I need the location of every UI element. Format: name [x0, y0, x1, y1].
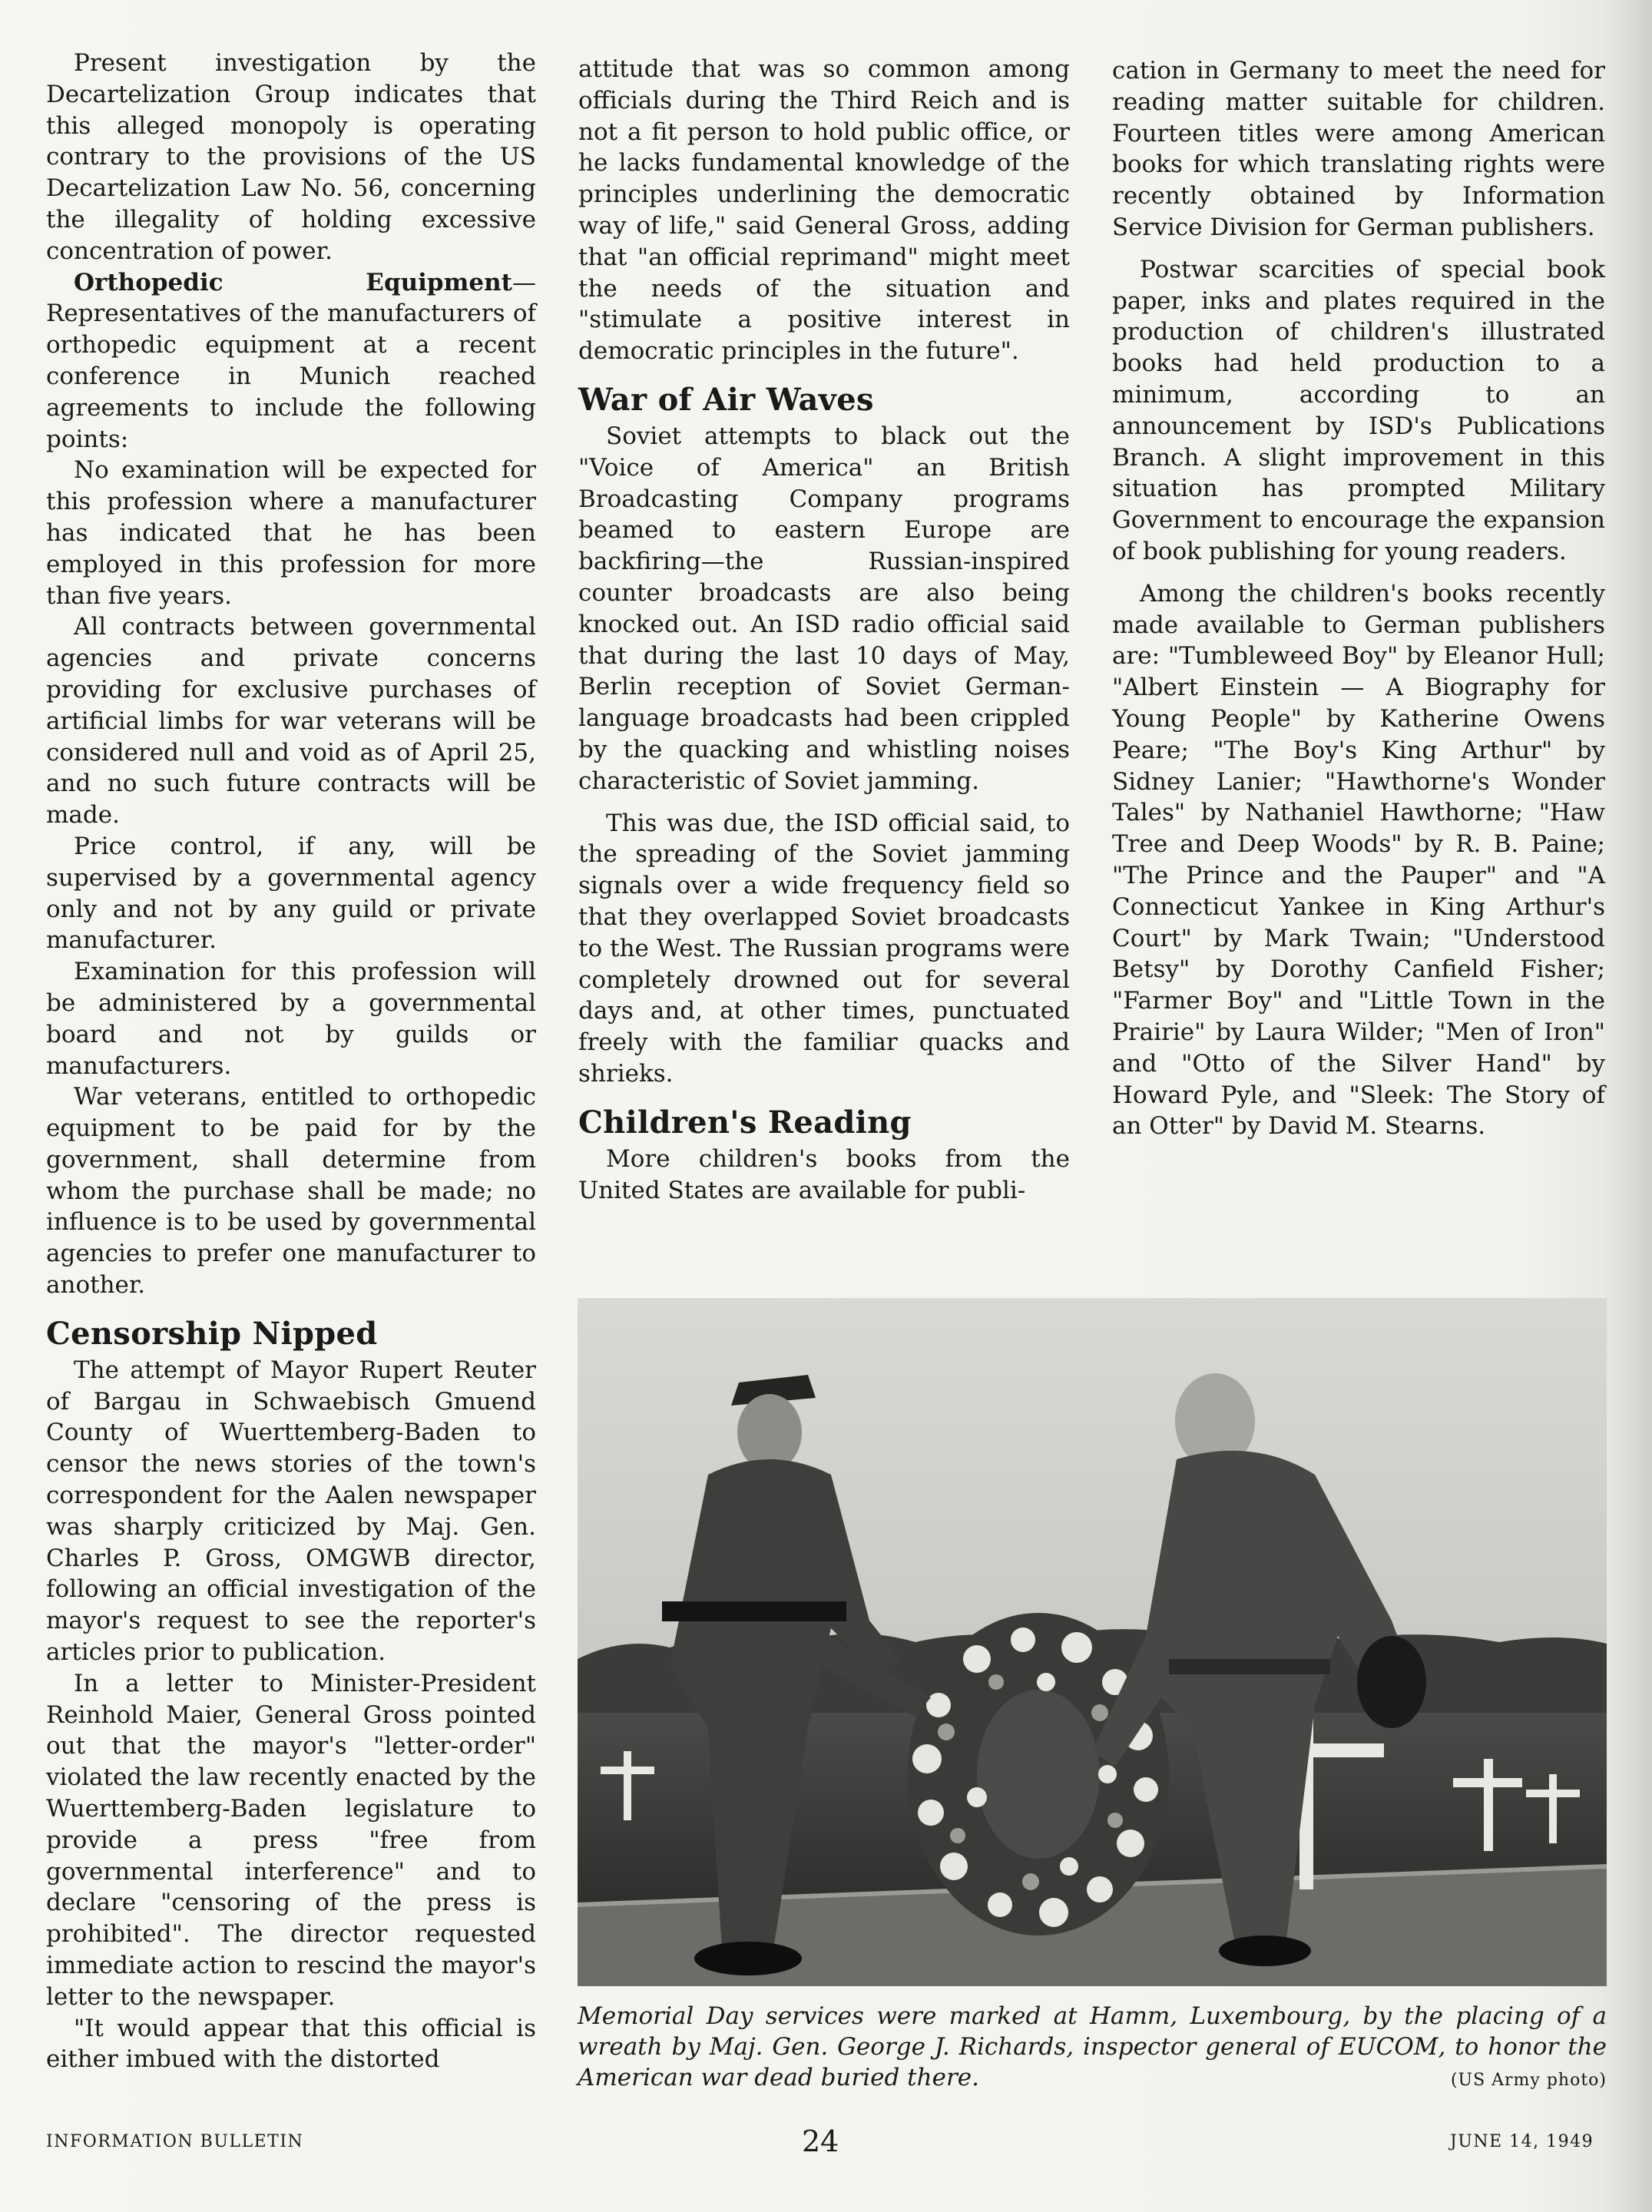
paragraph-mayor: The attempt of Mayor Rupert Reuter of Bargau in Schwaebisch Gmuend County of Wuerttemberg-Baden to censor the news stories of the town's correspondent for the Aalen newspaper was sharply criticized by Maj. Gen. Charles P. Gross, OMGWB director, following an official investigation of the mayor's request to see the reporter's articles prior to publication. — [46, 1356, 536, 1667]
photo-caption — [578, 2001, 1607, 2096]
paragraph-orthopedic — [46, 267, 536, 455]
paragraph-examination-board: Examination for this profession will be administered by a governmental board and not by guilds or manufacturers. — [46, 958, 536, 1080]
paragraph-postwar: Postwar scarcities of special book paper, inks and plates required in the production of children's illustrated books had held production to a minimum, according to an announcement by ISD's Publications Branch. A slight improvement in this situation has prompted Military Government to encourage the expansion of book publishing for young readers. — [1112, 255, 1605, 565]
paragraph-soviet-jamming: Soviet attempts to black out the "Voice of America" an British Broadcasting Company programs beamed to eastern Europe are backfiring—the Russian-inspired counter broadcasts are also being knocked out. An ISD radio official said that during the last 10 days of May, Berlin reception of Soviet German-language broadcasts had been crippled by the quacking and whistling noises characteristic of Soviet jamming. — [578, 422, 1070, 795]
run-in-orthopedic: Orthopedic Equipment — [74, 268, 512, 296]
orthopedic-text: —Representatives of the manufacturers of orthopedic equipment at a recent conference in Munich reached agreements to include the following points: — [46, 268, 536, 453]
paragraph-attitude: attitude that was so common among officials during the Third Reich and is not a fit person to hold public office, or he lacks fundamental knowledge of the principles underlining the democratic way of life," said General Gross, adding that "an official reprimand" might meet the needs of the situation and "stimulate a positive interest in democratic principles in the future". — [578, 55, 1070, 366]
paragraph-childrens-books: More children's books from the United States are available for publi- — [578, 1144, 1070, 1204]
paragraph-isd-official: This was due, the ISD official said, to the spreading of the Soviet jamming signals over a wide frequency field so that they overlapped Soviet broadcasts to the West. The Russian programs were completely drowned out for several days and, at other times, punctuated freely with the familiar quacks and shrieks. — [578, 809, 1070, 1088]
paragraph-war-veterans: War veterans, entitled to orthopedic equipment to be paid for by the government, shall determine from whom the purchase shall be made; no influence is to be used by governmental agencies to prefer one manufacturer to another. — [46, 1083, 536, 1300]
heading-childrens-reading: Children's Reading — [578, 1104, 912, 1141]
paragraph-price-control: Price control, if any, will be supervised by a governmental agency only and not by any guild or private manufacturer. — [46, 832, 536, 955]
caption-text: Memorial Day services were marked at Hamm, Luxembourg, by the placing of a wreath by Maj. Gen. George J. Richards, inspector general of EUCOM, to honor the American war dead buried there. — [578, 2002, 1607, 2091]
photo-wreath-laying-image — [578, 1298, 1607, 1986]
paragraph-letter: In a letter to Minister-President Reinhold Maier, General Gross pointed out that the mayor's "letter-order" violated the law recently enacted by the Wuerttemberg-Baden legislature to provide a press "free from governmental interference" and to declare "censoring of the press is prohibited". The director requested immediate action to rescind the mayor's letter to the newspaper. — [46, 1669, 536, 2011]
paragraph-decartelization: Present investigation by the Decartelization Group indicates that this alleged monopoly is operating contrary to the provisions of the US Decartelization Law No. 56, concerning the illegality of holding excessive concentration of power. — [46, 49, 536, 265]
footer-publication: INFORMATION BULLETIN — [46, 2132, 304, 2151]
memorial-day-photo — [578, 1298, 1607, 1986]
heading-censorship: Censorship Nipped — [46, 1315, 378, 1352]
paragraph-contracts: All contracts between governmental agencies and private concerns providing for exclusive purchases of artificial limbs for war veterans will be considered null and void as of April 25, and no such future contracts will be made. — [46, 613, 536, 830]
page-number: 24 — [802, 2124, 839, 2158]
footer-date: JUNE 14, 1949 — [1450, 2132, 1594, 2151]
heading-air-waves: War of Air Waves — [578, 381, 874, 418]
paragraph-examination: No examination will be expected for this profession where a manufacturer has indicated that he has been employed in this profession for more than five years. — [46, 456, 536, 610]
column-left — [46, 48, 536, 2075]
paragraph-publication: cation in Germany to meet the need for reading matter suitable for children. Fourteen titles were among American books for which translating rights were recently obtained by Information Service Division for German publishers. — [1112, 57, 1605, 241]
paragraph-quote: "It would appear that this official is either imbued with the distorted — [46, 2014, 536, 2074]
paragraph-book-list: Among the children's books recently made available to German publishers are: "Tumbleweed Boy" by Eleanor Hull; "Albert Einstein — A Biography for Young People" by Katherine Owens Peare; "The Boy's King Arthur" by Sidney Lanier; "Hawthorne's Wonder Tales" by Nathaniel Hawthorne; "Haw Tree and Deep Woods" by R. B. Paine; "The Prince and the Pauper" and "A Connecticut Yankee in King Arthur's Court" by Mark Twain; "Understood Betsy" by Dorothy Canfield Fisher; "Farmer Boy" and "Little Town in the Prairie" by Laura Wilder; "Men of Iron" and "Otto of the Silver Hand" by Howard Pyle, and "Sleek: The Story of an Otter" by David M. Stearns. — [1112, 579, 1605, 1141]
column-middle — [578, 54, 1070, 1206]
photo-credit: (US Army photo) — [1450, 2071, 1607, 2090]
column-right — [1112, 55, 1605, 1142]
